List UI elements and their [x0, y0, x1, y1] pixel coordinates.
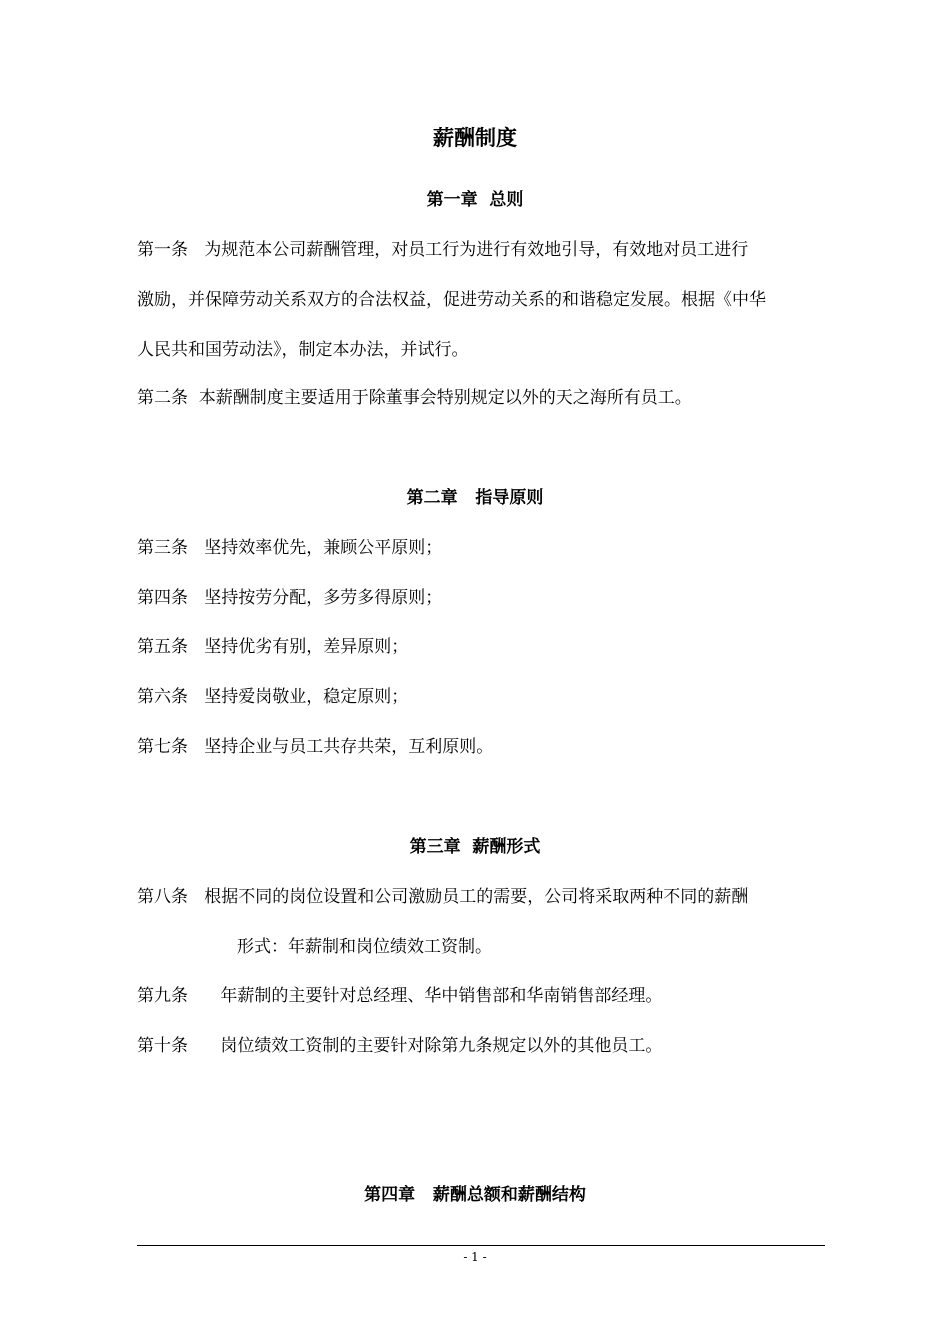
article-7-line: 第七条 坚持企业与员工共存共荣，互利原则。 — [137, 737, 494, 757]
article-6-line: 第六条 坚持爱岗敬业，稳定原则； — [137, 687, 409, 707]
article-9-line: 第九条 年薪制的主要针对总经理、华中销售部和华南销售部经理。 — [137, 986, 663, 1006]
footer-divider — [137, 1245, 825, 1246]
chapter-heading-4: 第四章 薪酬总额和薪酬结构 — [364, 1185, 586, 1205]
chapter-heading-3: 第三章 薪酬形式 — [409, 837, 541, 857]
article-1-line-3: 人民共和国劳动法》，制定本办法，并试行。 — [137, 340, 469, 360]
article-8-line-1: 第八条 根据不同的岗位设置和公司激励员工的需要，公司将采取两种不同的薪酬 — [137, 887, 749, 907]
article-8-line-2: 形式：年薪制和岗位绩效工资制。 — [237, 937, 492, 957]
article-1-line-2: 激励，并保障劳动关系双方的合法权益，促进劳动关系的和谐稳定发展。根据《中华 — [137, 290, 766, 310]
article-2-line-1: 第二条 本薪酬制度主要适用于除董事会特别规定以外的天之海所有员工。 — [137, 388, 692, 408]
article-4-line: 第四条 坚持按劳分配，多劳多得原则； — [137, 588, 443, 608]
article-10-line: 第十条 岗位绩效工资制的主要针对除第九条规定以外的其他员工。 — [137, 1036, 663, 1056]
page-number: - 1 - — [463, 1250, 487, 1264]
article-3-line: 第三条 坚持效率优先，兼顾公平原则； — [137, 538, 443, 558]
document-title: 薪酬制度 — [433, 126, 517, 150]
article-5-line: 第五条 坚持优劣有别，差异原则； — [137, 637, 409, 657]
chapter-heading-2: 第二章 指导原则 — [406, 488, 544, 508]
article-1-line-1: 第一条 为规范本公司薪酬管理，对员工行为进行有效地引导，有效地对员工进行 — [137, 240, 749, 260]
chapter-heading-1: 第一章 总则 — [426, 190, 524, 210]
